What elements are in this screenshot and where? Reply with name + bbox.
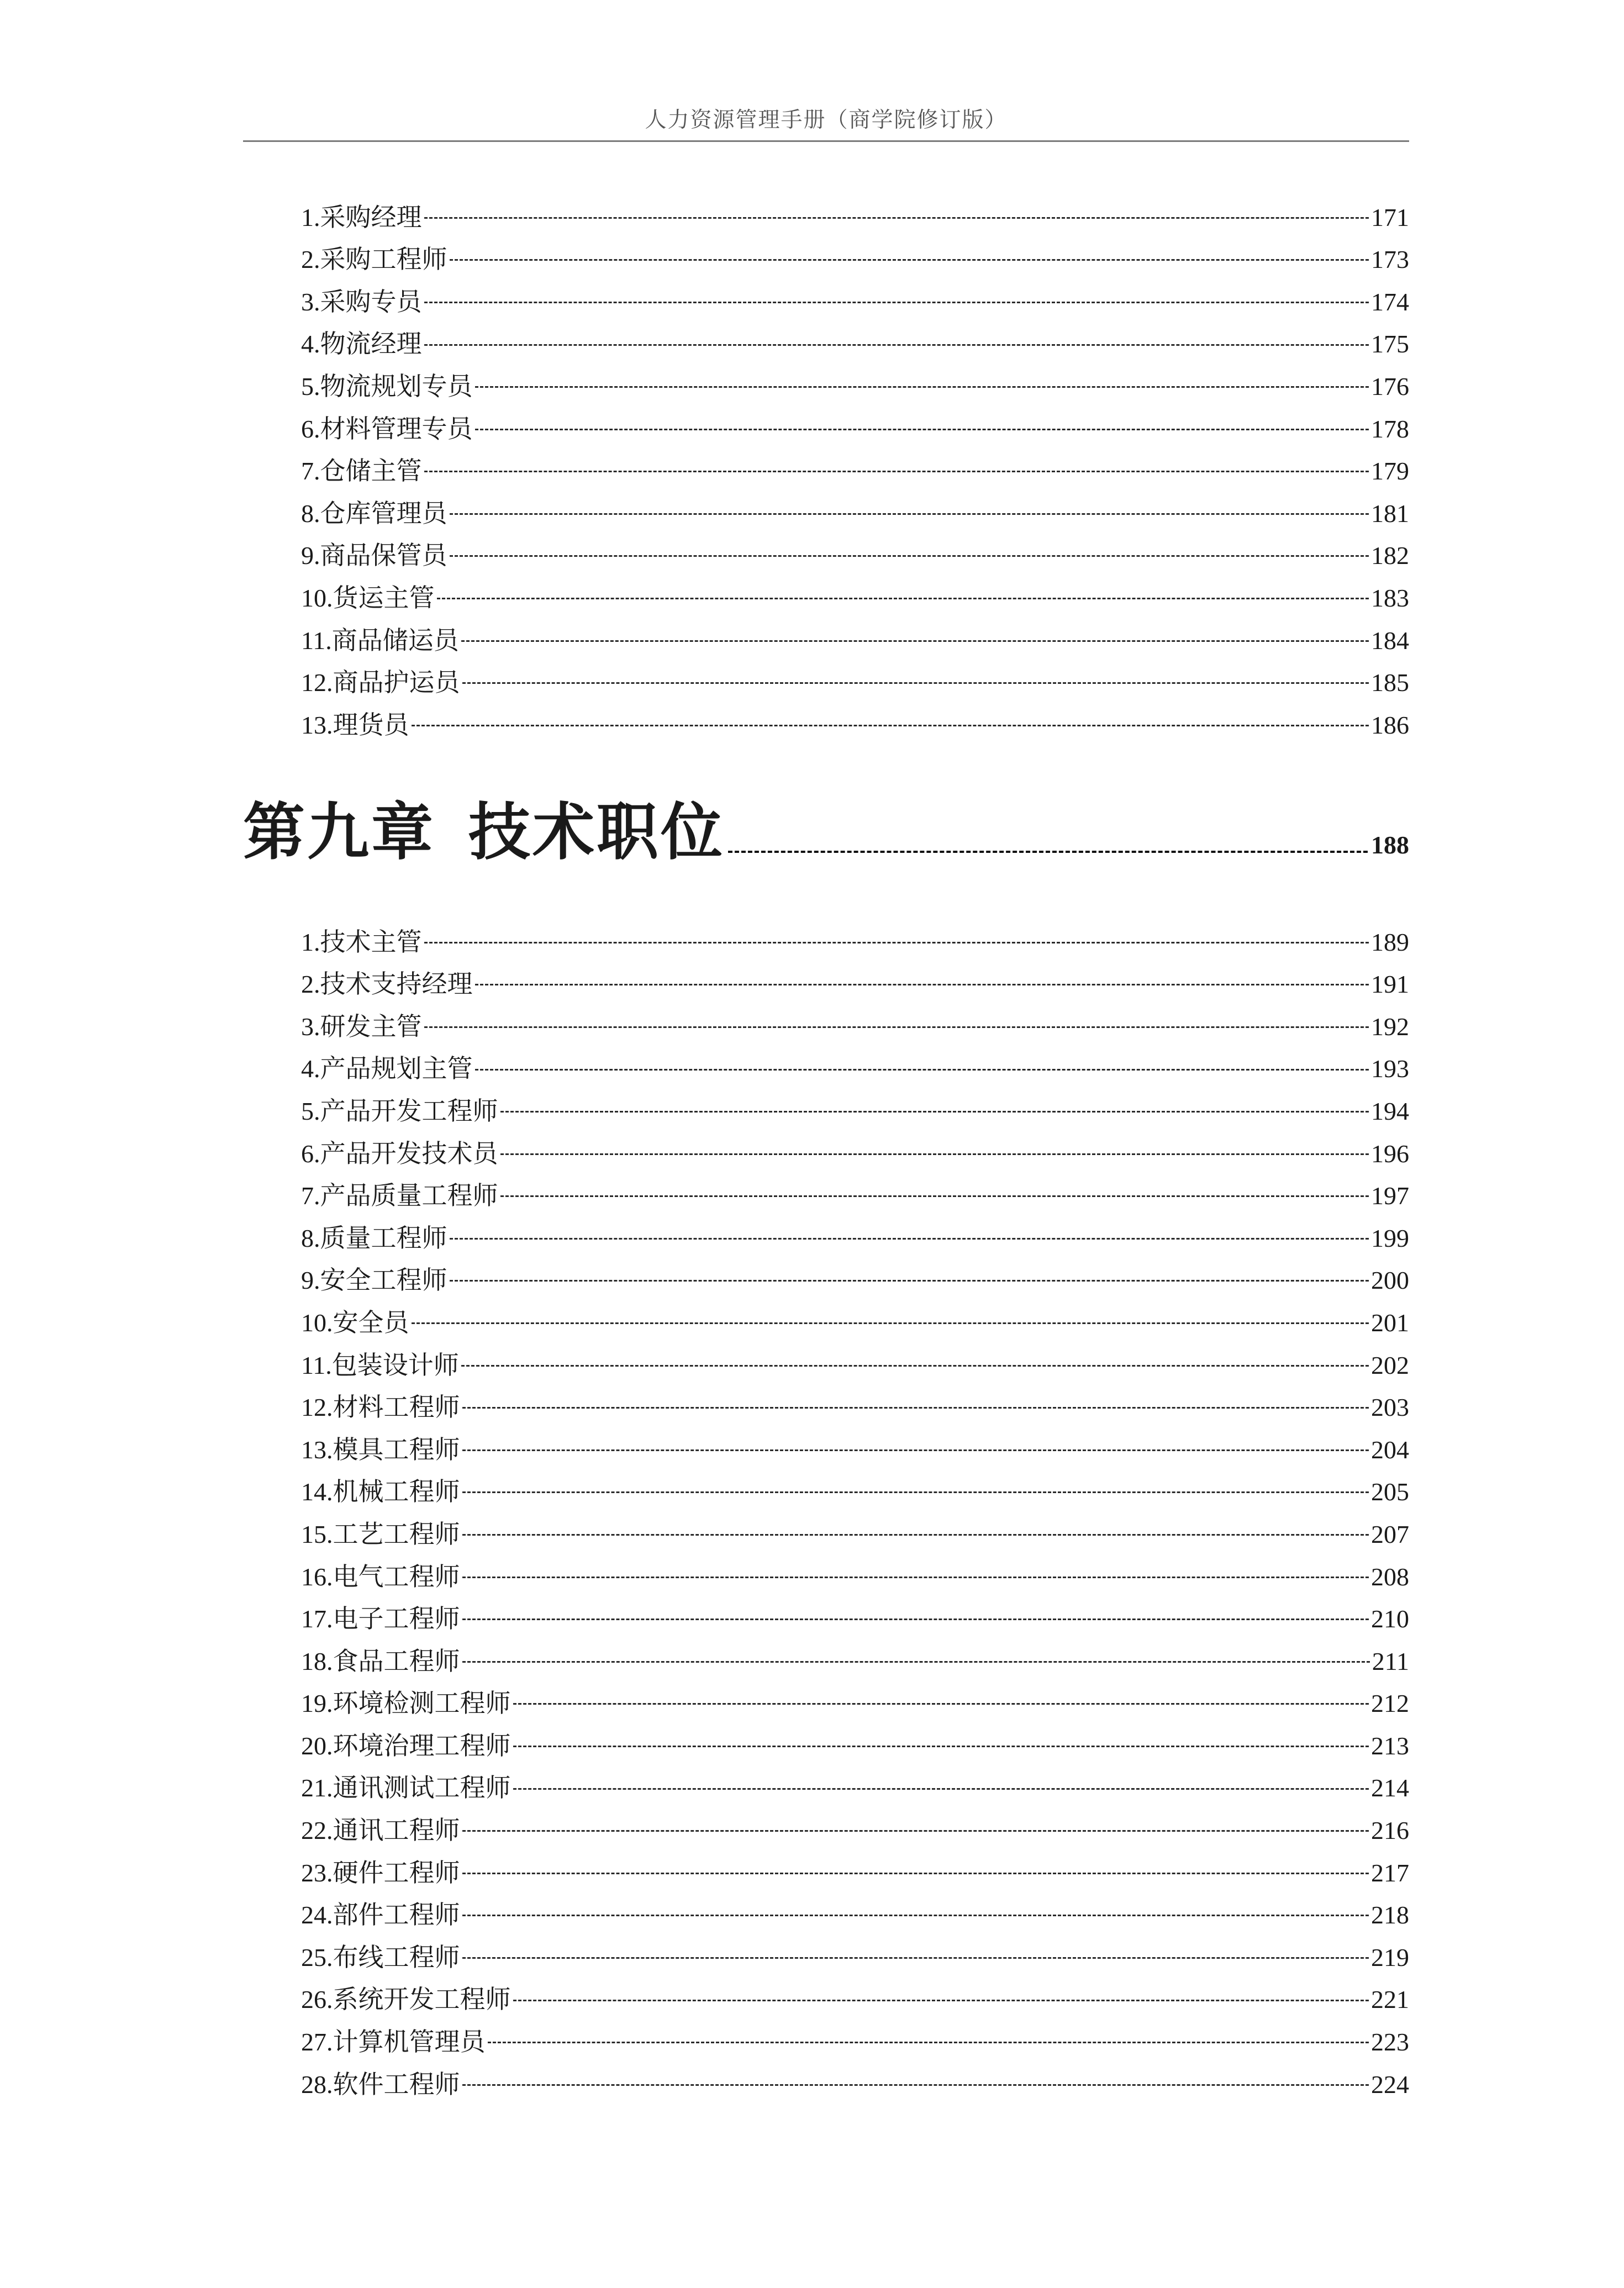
chapter-dot-leader <box>728 845 1368 853</box>
toc-entry-title <box>301 1772 511 1804</box>
toc-dot-leader <box>461 1346 1369 1374</box>
toc-entry-page-number: 189 <box>1371 927 1409 956</box>
toc-entry-page-number: 196 <box>1371 1139 1409 1168</box>
toc-entry-number: 11. <box>301 1351 332 1379</box>
toc-dot-leader <box>475 409 1369 437</box>
toc-entry-title <box>301 1264 447 1296</box>
toc-entry-page-number: 224 <box>1371 2070 1409 2099</box>
toc-entry-number: 8. <box>301 499 320 528</box>
toc-entry[interactable] <box>301 1007 1409 1050</box>
toc-entry-title <box>301 1815 460 1847</box>
toc-entry-number: 2. <box>301 970 320 999</box>
toc-entry-label: 电子工程师 <box>333 1604 460 1634</box>
toc-entry-title <box>301 1307 409 1339</box>
toc-entry-page-number: 212 <box>1371 1689 1409 1718</box>
toc-entry[interactable] <box>301 1473 1409 1515</box>
toc-entry-title <box>301 1603 460 1635</box>
toc-entry-page-number: 207 <box>1371 1520 1409 1548</box>
toc-dot-leader <box>462 1853 1369 1881</box>
toc-entry-label: 部件工程师 <box>333 1900 460 1930</box>
toc-entry-page-number: 171 <box>1371 203 1409 231</box>
toc-entry-title <box>301 1899 460 1931</box>
toc-entry-number: 7. <box>301 457 320 486</box>
toc-dot-leader <box>513 1980 1369 2008</box>
toc-entry-label: 技术主管 <box>320 926 422 957</box>
toc-entry-number: 25. <box>301 1943 333 1971</box>
toc-entry-number: 21. <box>301 1774 333 1802</box>
toc-entry-title <box>301 1053 473 1085</box>
toc-entry[interactable] <box>301 1684 1409 1727</box>
toc-dot-leader <box>424 922 1369 951</box>
toc-entry-label: 工艺工程师 <box>333 1519 460 1549</box>
toc-dot-leader <box>513 1684 1369 1712</box>
toc-entry[interactable] <box>301 1261 1409 1304</box>
toc-entry-title <box>301 1942 460 1974</box>
toc-dot-leader <box>462 1473 1369 1501</box>
toc-entry-number: 16. <box>301 1562 333 1591</box>
toc-entry-number: 10. <box>301 583 333 612</box>
toc-entry-number: 11. <box>301 626 332 655</box>
toc-dot-leader <box>462 2065 1369 2093</box>
toc-entry-title <box>301 1222 447 1254</box>
toc-entry[interactable] <box>301 1430 1409 1473</box>
toc-entry[interactable] <box>301 1853 1409 1896</box>
toc-entry-number: 12. <box>301 668 333 697</box>
toc-entry[interactable] <box>301 2022 1409 2065</box>
toc-entry[interactable] <box>301 705 1409 748</box>
toc-entry-number: 4. <box>301 330 320 359</box>
toc-entry-title <box>301 1095 498 1127</box>
toc-entry-page-number: 202 <box>1371 1351 1409 1379</box>
toc-entry-number: 2. <box>301 245 320 274</box>
toc-entry-page-number: 211 <box>1372 1647 1409 1675</box>
toc-entry-label: 产品开发技术员 <box>320 1138 498 1168</box>
toc-entry-number: 20. <box>301 1731 333 1760</box>
toc-entry-label: 硬件工程师 <box>333 1857 460 1888</box>
toc-entry-label: 采购工程师 <box>320 244 447 275</box>
toc-entry[interactable] <box>301 1177 1409 1219</box>
toc-entry-title <box>301 1391 460 1424</box>
toc-entry-number: 15. <box>301 1520 333 1548</box>
toc-entry-label: 商品储运员 <box>331 625 459 655</box>
toc-entry-label: 通讯工程师 <box>333 1815 460 1846</box>
toc-entry-label: 产品质量工程师 <box>320 1180 498 1211</box>
toc-entry-label: 采购经理 <box>320 202 422 232</box>
toc-entry-label: 货运主管 <box>333 582 435 613</box>
toc-entry-label: 技术支持经理 <box>320 969 473 999</box>
toc-entry-number: 19. <box>301 1689 333 1718</box>
toc-entry-label: 材料工程师 <box>333 1392 460 1422</box>
toc-dot-leader <box>500 1092 1369 1120</box>
toc-dot-leader <box>462 1938 1369 1966</box>
toc-dot-leader <box>450 494 1369 522</box>
chapter-heading[interactable] <box>243 795 1409 869</box>
toc-entry-title <box>301 1730 511 1762</box>
chapter-number: 第九章 <box>243 797 435 868</box>
toc-dot-leader <box>450 1219 1369 1247</box>
toc-entry-label: 包装设计师 <box>331 1349 459 1380</box>
toc-entry-page-number: 200 <box>1371 1266 1409 1295</box>
toc-entry[interactable] <box>301 409 1409 452</box>
toc-dot-leader <box>412 705 1369 734</box>
toc-entry[interactable] <box>301 1600 1409 1642</box>
toc-dot-leader <box>462 1600 1369 1628</box>
toc-entry-number: 8. <box>301 1224 320 1252</box>
toc-entry-label: 产品规划主管 <box>320 1053 473 1084</box>
toc-entry-label: 商品护运员 <box>333 667 460 698</box>
toc-entry[interactable] <box>301 578 1409 621</box>
toc-entry[interactable] <box>301 198 1409 240</box>
toc-entry-number: 6. <box>301 1139 320 1168</box>
toc-entry[interactable] <box>301 965 1409 1008</box>
toc-entry[interactable] <box>301 1092 1409 1134</box>
toc-entry-number: 24. <box>301 1901 333 1929</box>
toc-entry-label: 食品工程师 <box>333 1646 460 1676</box>
chapter-title <box>243 795 725 869</box>
toc-entry-page-number: 205 <box>1371 1478 1409 1506</box>
toc-entry-title <box>301 1011 422 1043</box>
toc-dot-leader <box>462 1388 1369 1416</box>
toc-entry[interactable] <box>301 663 1409 706</box>
toc-entry-title <box>301 1857 460 1889</box>
toc-list-section-a <box>301 198 1409 748</box>
toc-entry-page-number: 213 <box>1371 1731 1409 1760</box>
toc-entry-page-number: 184 <box>1371 626 1409 655</box>
toc-entry-page-number: 193 <box>1371 1055 1409 1083</box>
toc-entry[interactable] <box>301 1980 1409 2023</box>
toc-entry-label: 软件工程师 <box>333 2069 460 2099</box>
toc-entry-page-number: 204 <box>1371 1435 1409 1464</box>
toc-entry[interactable] <box>301 1769 1409 1811</box>
toc-entry-number: 13. <box>301 1435 333 1464</box>
toc-entry-page-number: 182 <box>1371 541 1409 570</box>
toc-entry-number: 1. <box>301 203 320 231</box>
toc-entry-label: 环境治理工程师 <box>333 1730 511 1760</box>
toc-entry-page-number: 201 <box>1371 1308 1409 1337</box>
toc-entry-label: 通讯测试工程师 <box>333 1773 511 1803</box>
toc-entry-page-number: 223 <box>1371 2028 1409 2057</box>
toc-entry-page-number: 176 <box>1371 372 1409 400</box>
toc-entry[interactable] <box>301 621 1409 663</box>
toc-entry-title <box>301 926 422 958</box>
toc-entry[interactable] <box>301 922 1409 965</box>
toc-entry-label: 理货员 <box>333 709 409 740</box>
toc-entry[interactable] <box>301 367 1409 409</box>
toc-entry[interactable] <box>301 1388 1409 1431</box>
toc-entry-page-number: 197 <box>1371 1182 1409 1210</box>
toc-entry-label: 布线工程师 <box>333 1942 460 1972</box>
toc-entry[interactable] <box>301 494 1409 536</box>
toc-entry-label: 采购专员 <box>320 286 422 317</box>
toc-entry-number: 5. <box>301 1096 320 1125</box>
toc-entry-title <box>301 2026 486 2058</box>
toc-entry-page-number: 208 <box>1371 1562 1409 1591</box>
toc-dot-leader <box>450 1261 1369 1289</box>
toc-dot-leader <box>424 1007 1369 1035</box>
toc-entry-page-number: 186 <box>1371 710 1409 739</box>
header-rule <box>243 140 1409 142</box>
toc-dot-leader <box>461 621 1369 649</box>
toc-entry-number: 10. <box>301 1308 333 1337</box>
toc-entry[interactable] <box>301 452 1409 494</box>
chapter-page-number: 188 <box>1371 831 1409 859</box>
toc-dot-leader <box>475 367 1369 395</box>
toc-entry-title <box>301 1349 459 1382</box>
toc-entry-page-number: 191 <box>1371 970 1409 999</box>
toc-entry-title <box>301 1561 460 1593</box>
toc-entry-label: 仓库管理员 <box>320 498 447 528</box>
toc-entry-number: 22. <box>301 1816 333 1845</box>
toc-entry[interactable] <box>301 1134 1409 1177</box>
toc-entry[interactable] <box>301 1896 1409 1938</box>
toc-entry-label: 商品保管员 <box>320 540 447 571</box>
toc-dot-leader <box>475 1050 1369 1078</box>
chapter-name: 技术职位 <box>468 797 725 868</box>
toc-entry-title <box>301 1138 498 1170</box>
toc-entry-number: 14. <box>301 1478 333 1506</box>
toc-entry-label: 环境检测工程师 <box>333 1688 511 1718</box>
toc-entry-page-number: 218 <box>1371 1901 1409 1929</box>
toc-entry-page-number: 216 <box>1371 1816 1409 1845</box>
toc-entry[interactable] <box>301 1726 1409 1769</box>
toc-entry-page-number: 185 <box>1371 668 1409 697</box>
toc-entry-number: 27. <box>301 2028 333 2057</box>
toc-entry-page-number: 210 <box>1371 1605 1409 1633</box>
toc-entry-number: 7. <box>301 1182 320 1210</box>
toc-entry-number: 9. <box>301 541 320 570</box>
toc-entry-title <box>301 328 422 360</box>
toc-entry-label: 模具工程师 <box>333 1434 460 1464</box>
toc-entry-title <box>301 1519 460 1551</box>
toc-entry-label: 材料管理专员 <box>320 413 473 444</box>
toc-dot-leader <box>424 452 1369 480</box>
toc-entry-number: 3. <box>301 1012 320 1041</box>
toc-entry-title <box>301 244 447 276</box>
toc-entry-page-number: 203 <box>1371 1393 1409 1422</box>
toc-dot-leader <box>462 1811 1369 1839</box>
toc-entry-label: 安全员 <box>333 1307 409 1337</box>
toc-entry-page-number: 199 <box>1371 1224 1409 1252</box>
toc-entry[interactable] <box>301 282 1409 325</box>
toc-dot-leader <box>450 240 1369 268</box>
toc-entry-title <box>301 1646 460 1678</box>
toc-entry-title <box>301 1984 511 2016</box>
toc-entry-label: 物流经理 <box>320 329 422 359</box>
toc-entry-title <box>301 968 473 1000</box>
toc-dot-leader <box>488 2022 1369 2050</box>
toc-entry-number: 4. <box>301 1055 320 1083</box>
toc-entry-page-number: 214 <box>1371 1774 1409 1802</box>
toc-entry-page-number: 192 <box>1371 1012 1409 1041</box>
toc-entry-number: 17. <box>301 1605 333 1633</box>
toc-dot-leader <box>500 1134 1369 1162</box>
toc-dot-leader <box>462 1557 1369 1585</box>
toc-entry[interactable] <box>301 1219 1409 1261</box>
toc-entry-title <box>301 202 422 234</box>
toc-entry[interactable] <box>301 1938 1409 1980</box>
toc-dot-leader <box>424 198 1369 226</box>
toc-entry[interactable] <box>301 325 1409 367</box>
toc-entry[interactable] <box>301 1346 1409 1388</box>
toc-entry-number: 5. <box>301 372 320 400</box>
toc-dot-leader <box>437 578 1369 607</box>
toc-entry-title <box>301 1180 498 1212</box>
toc-entry-number: 23. <box>301 1858 333 1887</box>
toc-dot-leader <box>513 1769 1369 1797</box>
toc-entry[interactable] <box>301 536 1409 579</box>
toc-entry-page-number: 173 <box>1371 245 1409 274</box>
toc-entry[interactable] <box>301 1557 1409 1600</box>
toc-entry-number: 6. <box>301 414 320 443</box>
toc-dot-leader <box>462 663 1369 692</box>
toc-dot-leader <box>513 1726 1369 1754</box>
toc-entry-page-number: 194 <box>1371 1096 1409 1125</box>
toc-entry-number: 13. <box>301 710 333 739</box>
toc-entry-label: 研发主管 <box>320 1011 422 1041</box>
toc-entry[interactable] <box>301 1515 1409 1557</box>
toc-dot-leader <box>475 965 1369 993</box>
toc-dot-leader <box>424 325 1369 353</box>
toc-entry-title <box>301 371 473 403</box>
toc-entry-title <box>301 498 447 530</box>
toc-list-section-b <box>301 922 1409 2107</box>
toc-entry-number: 12. <box>301 1393 333 1422</box>
toc-entry-page-number: 181 <box>1371 499 1409 528</box>
toc-entry-page-number: 174 <box>1371 287 1409 316</box>
toc-entry-title <box>301 709 409 741</box>
toc-entry[interactable] <box>301 2065 1409 2107</box>
toc-entry[interactable] <box>301 1050 1409 1092</box>
running-header: 人力资源管理手册（商学院修订版） <box>645 108 1008 133</box>
toc-entry[interactable] <box>301 1303 1409 1346</box>
toc-dot-leader <box>462 1430 1369 1458</box>
toc-entry-title <box>301 413 473 445</box>
toc-dot-leader <box>500 1177 1369 1205</box>
toc-dot-leader <box>462 1642 1370 1670</box>
toc-entry-number: 28. <box>301 2070 333 2099</box>
toc-entry-label: 机械工程师 <box>333 1477 460 1507</box>
toc-entry-title <box>301 286 422 318</box>
toc-dot-leader <box>462 1896 1369 1924</box>
toc-entry-page-number: 219 <box>1371 1943 1409 1971</box>
toc-entry-page-number: 217 <box>1371 1858 1409 1887</box>
toc-entry-page-number: 175 <box>1371 330 1409 359</box>
toc-entry-title <box>301 625 459 657</box>
toc-entry-page-number: 183 <box>1371 583 1409 612</box>
toc-dot-leader <box>424 282 1369 310</box>
toc-dot-leader <box>462 1515 1369 1543</box>
toc-entry-title <box>301 455 422 487</box>
toc-entry-label: 物流规划专员 <box>320 371 473 401</box>
toc-entry-number: 3. <box>301 287 320 316</box>
toc-entry-page-number: 179 <box>1371 457 1409 486</box>
toc-entry-number: 1. <box>301 927 320 956</box>
toc-entry-label: 计算机管理员 <box>333 2027 486 2057</box>
toc-dot-leader <box>412 1303 1369 1331</box>
toc-entry-number: 18. <box>301 1647 333 1675</box>
toc-entry[interactable] <box>301 1642 1409 1684</box>
toc-entry-label: 质量工程师 <box>320 1222 447 1253</box>
toc-entry-page-number: 178 <box>1371 414 1409 443</box>
toc-entry-title <box>301 582 435 614</box>
toc-entry[interactable] <box>301 240 1409 283</box>
toc-entry-title <box>301 540 447 572</box>
toc-entry-page-number: 221 <box>1371 1985 1409 2014</box>
toc-entry-title <box>301 1434 460 1466</box>
toc-entry-number: 26. <box>301 1985 333 2014</box>
toc-entry-title <box>301 1476 460 1508</box>
toc-entry-title <box>301 1688 511 1720</box>
toc-entry-title <box>301 667 460 699</box>
toc-entry-number: 9. <box>301 1266 320 1295</box>
toc-dot-leader <box>450 536 1369 565</box>
toc-entry-label: 安全工程师 <box>320 1265 447 1295</box>
toc-entry-label: 系统开发工程师 <box>333 1984 511 2015</box>
toc-entry-label: 产品开发工程师 <box>320 1095 498 1126</box>
toc-entry-label: 电气工程师 <box>333 1561 460 1591</box>
toc-entry[interactable] <box>301 1811 1409 1853</box>
toc-entry-title <box>301 2069 460 2101</box>
toc-entry-label: 仓储主管 <box>320 456 422 486</box>
